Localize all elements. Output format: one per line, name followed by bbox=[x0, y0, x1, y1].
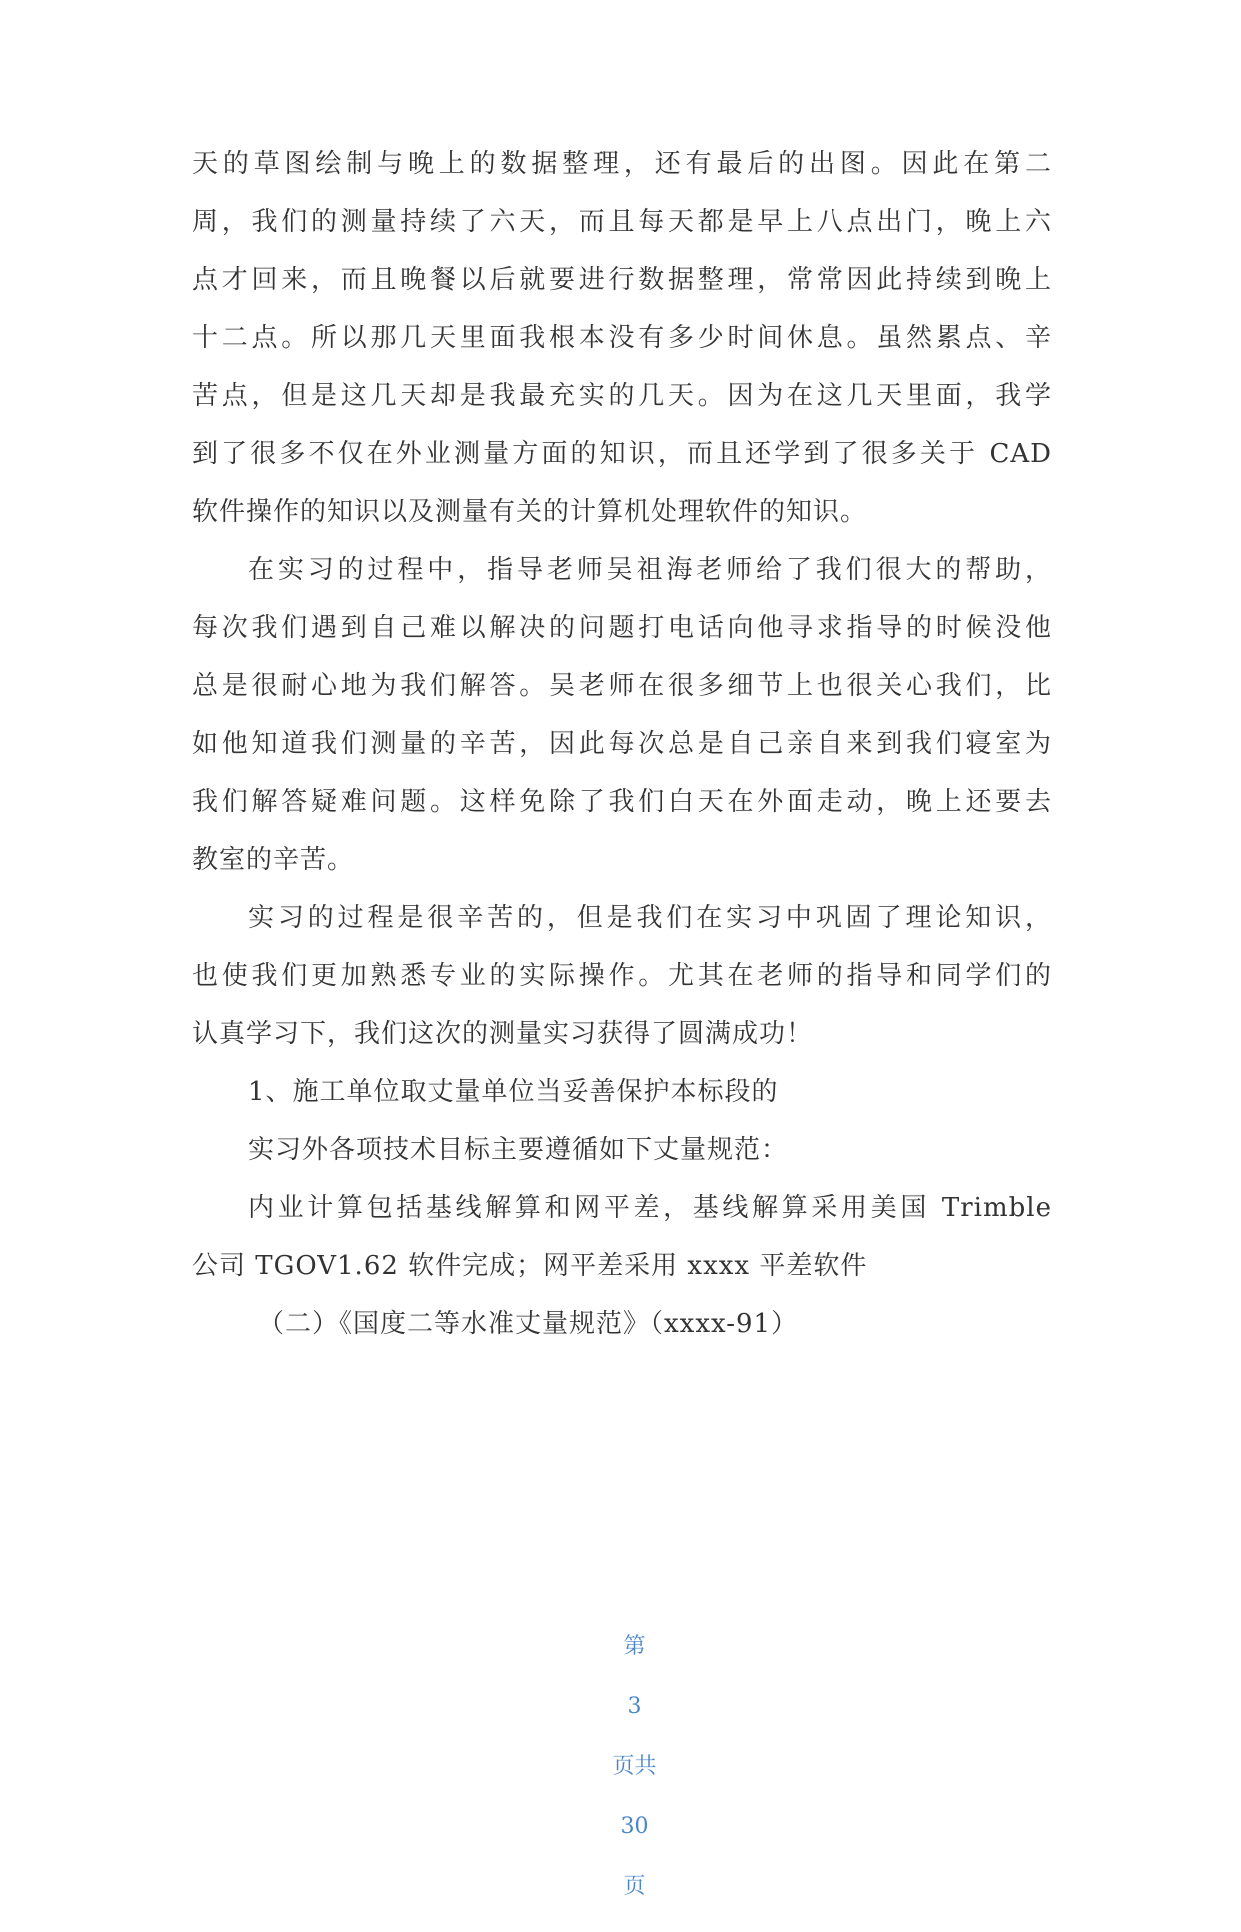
footer-current-page: 3 bbox=[627, 1694, 642, 1719]
footer-middle: 页共 bbox=[612, 1754, 657, 1779]
footer-total-pages: 30 bbox=[620, 1814, 649, 1839]
text-line-3: 点才回来，而且晚餐以后就要进行数据整理，常常因此持续到晚上 bbox=[192, 265, 1052, 295]
text-line-20: 公司 TGOV1.62 软件完成；网平差采用 xxxx 平差软件 bbox=[192, 1251, 868, 1281]
text-line-19: 内业计算包括基线解算和网平差，基线解算采用美国 Trimble bbox=[248, 1193, 1052, 1223]
text-line-18: 实习外各项技术目标主要遵循如下丈量规范： bbox=[248, 1135, 789, 1165]
text-line-6: 到了很多不仅在外业测量方面的知识，而且还学到了很多关于 CAD bbox=[192, 439, 1052, 469]
text-line-13: 教室的辛苦。 bbox=[192, 845, 355, 875]
section-heading: （二）《国度二等水准丈量规范》（xxxx-91） bbox=[258, 1309, 799, 1339]
text-line-10: 总是很耐心地为我们解答。吴老师在很多细节上也很关心我们，比 bbox=[192, 671, 1052, 701]
text-line-15: 也使我们更加熟悉专业的实际操作。尤其在老师的指导和同学们的 bbox=[192, 961, 1052, 991]
paragraph-3-first-line: 实习的过程是很辛苦的，但是我们在实习中巩固了理论知识， bbox=[248, 903, 1052, 933]
footer-suffix: 页 bbox=[623, 1874, 646, 1899]
text-line-9: 每次我们遇到自己难以解决的问题打电话向他寻求指导的时候没他 bbox=[192, 613, 1052, 643]
text-line-12: 我们解答疑难问题。这样免除了我们白天在外面走动，晚上还要去 bbox=[192, 787, 1052, 817]
text-line-7: 软件操作的知识以及测量有关的计算机处理软件的知识。 bbox=[192, 497, 868, 527]
text-line-5: 苦点，但是这几天却是我最充实的几天。因为在这几天里面，我学 bbox=[192, 381, 1052, 411]
footer-prefix: 第 bbox=[623, 1634, 646, 1659]
paragraph-2-first-line: 在实习的过程中，指导老师吴祖海老师给了我们很大的帮助， bbox=[248, 555, 1052, 585]
text-line-4: 十二点。所以那几天里面我根本没有多少时间休息。虽然累点、辛 bbox=[192, 323, 1052, 353]
page-footer bbox=[0, 1602, 1241, 1932]
list-item-1: 1、施工单位取丈量单位当妥善保护本标段的 bbox=[248, 1077, 779, 1107]
text-line-2: 周，我们的测量持续了六天，而且每天都是早上八点出门，晚上六 bbox=[192, 207, 1052, 237]
text-line-1: 天的草图绘制与晚上的数据整理，还有最后的出图。因此在第二 bbox=[192, 149, 1052, 179]
text-line-16: 认真学习下，我们这次的测量实习获得了圆满成功！ bbox=[192, 1019, 814, 1049]
text-line-11: 如他知道我们测量的辛苦，因此每次总是自己亲自来到我们寝室为 bbox=[192, 729, 1052, 759]
